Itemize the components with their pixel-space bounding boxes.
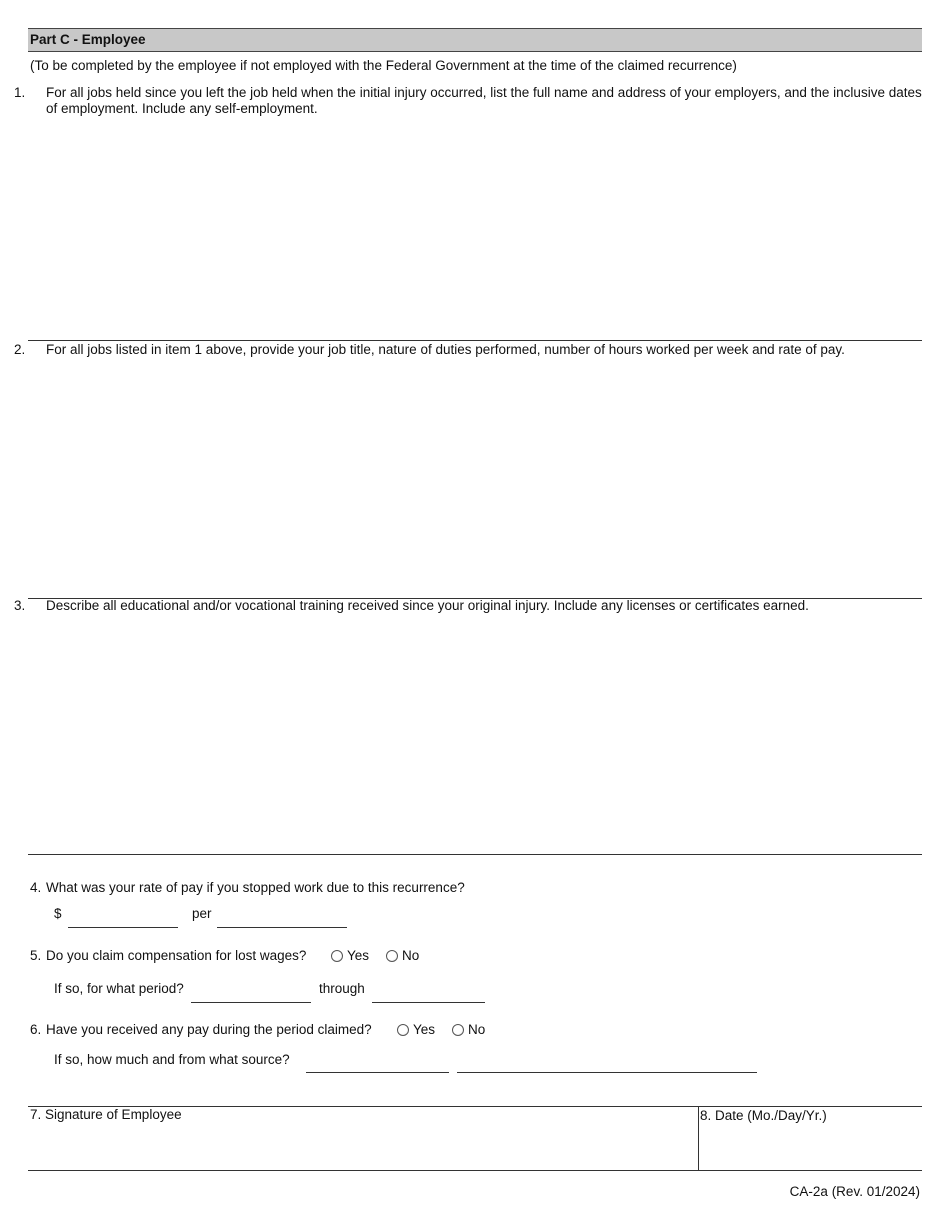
- divider: [28, 854, 922, 855]
- pay-amount-field[interactable]: [306, 1072, 449, 1073]
- rate-of-pay-field[interactable]: [68, 927, 178, 928]
- question-2: [14, 342, 936, 358]
- question-3: [14, 598, 936, 614]
- form-number: CA-2a (Rev. 01/2024): [789, 1184, 920, 1199]
- received-pay-no-radio[interactable]: [452, 1024, 464, 1036]
- period-question-label: If so, for what period?: [54, 981, 184, 996]
- date-label: 8. Date (Mo./Day/Yr.): [700, 1108, 827, 1123]
- amount-source-question-label: If so, how much and from what source?: [54, 1052, 290, 1067]
- pay-source-field[interactable]: [457, 1072, 757, 1073]
- question-2-number: 2.: [14, 342, 26, 357]
- lost-wages-yes-radio[interactable]: [331, 950, 343, 962]
- question-6-text: Have you received any pay during the period claimed?: [46, 1022, 372, 1037]
- question-6: [30, 1022, 372, 1037]
- question-4-number: 4.: [30, 880, 42, 895]
- question-2-text: For all jobs listed in item 1 above, provide your job title, nature of duties performed, number of hours worked per week and rate of pay.: [46, 342, 845, 357]
- signature-label: 7. Signature of Employee: [30, 1107, 182, 1122]
- lost-wages-no-label: No: [402, 948, 420, 963]
- divider: [28, 340, 922, 341]
- through-label: through: [319, 981, 365, 996]
- signature-date-divider: [698, 1106, 699, 1170]
- date-field[interactable]: [700, 1126, 920, 1168]
- received-pay-yes-label: Yes: [413, 1022, 436, 1037]
- divider: [28, 1170, 922, 1171]
- part-title: Part C - Employee: [30, 32, 146, 47]
- instruction-text: (To be completed by the employee if not employed with the Federal Government at the time of the claimed recurrence): [30, 58, 737, 73]
- period-end-field[interactable]: [372, 1002, 485, 1003]
- question-3-text: Describe all educational and/or vocational training received since your original injury. Include any licenses or certificates earned.: [46, 598, 809, 613]
- signature-field[interactable]: [28, 1124, 696, 1168]
- period-start-field[interactable]: [191, 1002, 311, 1003]
- lost-wages-no-radio[interactable]: [386, 950, 398, 962]
- question-3-number: 3.: [14, 598, 26, 613]
- question-1-text: For all jobs held since you left the job held when the initial injury occurred, list the full name and address of your employers, and the inclusive dates of employment. Include any self-employment.: [46, 85, 922, 116]
- received-pay-yes-radio[interactable]: [397, 1024, 409, 1036]
- dollar-sign: $: [54, 906, 62, 921]
- received-pay-no-label: No: [468, 1022, 486, 1037]
- question-1-number: 1.: [14, 85, 26, 100]
- question-1-answer-area[interactable]: [28, 122, 922, 334]
- question-6-number: 6.: [30, 1022, 42, 1037]
- question-5: [30, 948, 306, 963]
- question-4-text: What was your rate of pay if you stopped work due to this recurrence?: [46, 880, 465, 895]
- lost-wages-yes-label: Yes: [347, 948, 370, 963]
- pay-period-field[interactable]: [217, 927, 347, 928]
- question-2-answer-area[interactable]: [28, 362, 922, 592]
- question-3-answer-area[interactable]: [28, 618, 922, 848]
- question-4: [30, 880, 920, 896]
- per-label: per: [192, 906, 212, 921]
- question-5-number: 5.: [30, 948, 42, 963]
- question-5-text: Do you claim compensation for lost wages?: [46, 948, 307, 963]
- question-1: [14, 85, 936, 117]
- part-c-header: [28, 28, 922, 52]
